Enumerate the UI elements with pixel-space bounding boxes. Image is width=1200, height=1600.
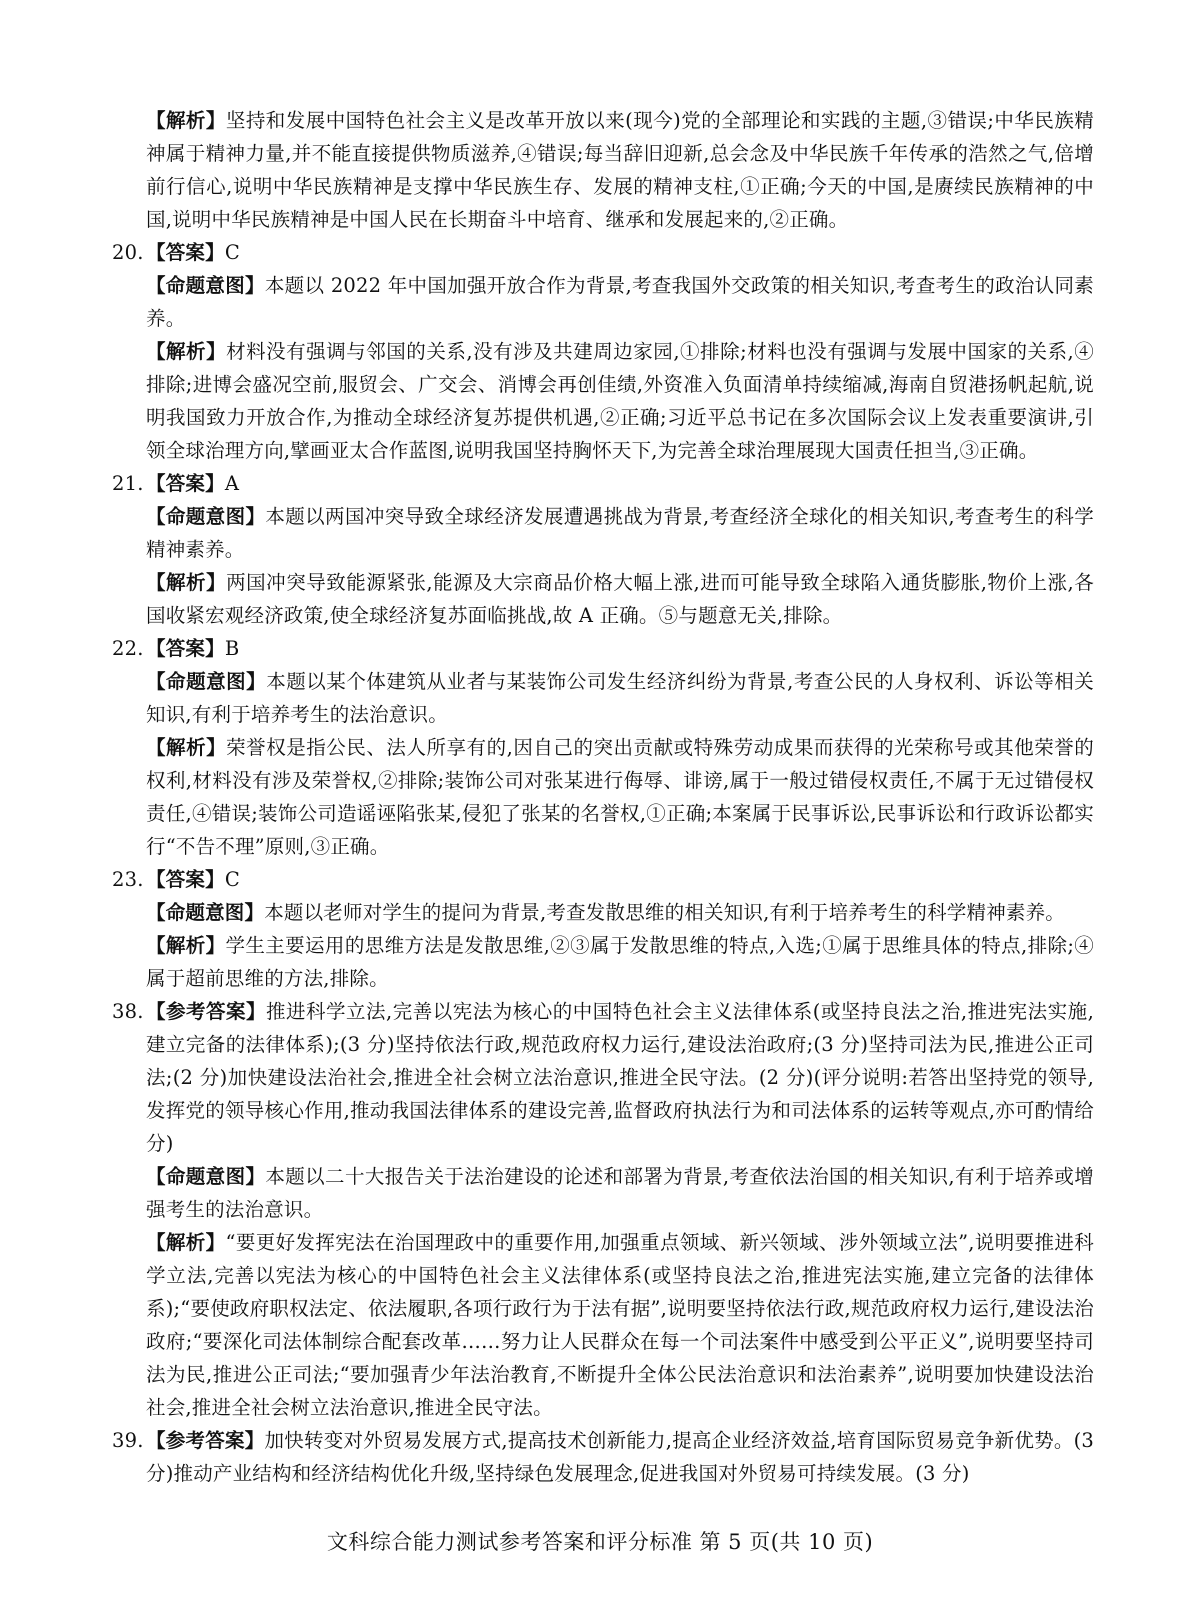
paragraph-text: 本题以某个体建筑从业者与某装饰公司发生经济纠纷为背景,考查公民的人身权利、诉讼等相关知识,有利于培养考生的法治意识。 [146, 670, 1094, 726]
answer-body [146, 863, 240, 896]
explanation-paragraph [112, 1160, 1094, 1226]
question-22-block [112, 632, 1094, 665]
section-tag: 【命题意图】 [146, 1165, 266, 1188]
answer-body [146, 995, 1094, 1160]
answer-body [146, 236, 240, 269]
explanation-paragraph [112, 566, 1094, 632]
question-number: 39. [112, 1429, 144, 1452]
section-tag: 【命题意图】 [146, 274, 265, 297]
paragraph-text: 材料没有强调与邻国的关系,没有涉及共建周边家园,①排除;材料也没有强调与发展中国家的关系,④排除;进博会盛况空前,服贸会、广交会、消博会再创佳绩,外资准入负面清单持续缩减,海南自贸港扬帆起航,说明我国致力开放合作,为推动全球经济复苏提供机遇,②正确;习近平总书记在多次国际会议上发表重要演讲,引领全球治理方向,擘画亚太合作蓝图,说明我国坚持胸怀天下,为完善全球治理展现大国责任担当,③正确。 [146, 340, 1094, 462]
section-tag: 【解析】 [146, 1231, 226, 1254]
answer-body [146, 1424, 1094, 1490]
answer-text: 推进科学立法,完善以宪法为核心的中国特色社会主义法律体系(或坚持良法之治,推进宪法实施,建立完备的法律体系);(3 分)坚持依法行政,规范政府权力运行,建设法治政府;(3 分)坚持司法为民,推进公正司法;(2 分)加快建设法治社会,推进全社会树立法治意识,推进全民守法。(2 分)(评分说明:若答出坚持党的领导,发挥党的领导核心作用,推动我国法律体系的建设完善,监督政府执法行为和司法体系的运转等观点,亦可酌情给分) [146, 1000, 1094, 1155]
explanation-paragraph [112, 929, 1094, 995]
explanation-paragraph [112, 104, 1094, 236]
section-tag: 【答案】 [146, 241, 225, 264]
section-tag: 【解析】 [146, 340, 227, 363]
question-number: 38. [112, 1000, 144, 1023]
section-tag: 【答案】 [146, 472, 225, 495]
section-tag: 【答案】 [146, 868, 225, 891]
question-38-block [112, 995, 1094, 1160]
answer-key-content [112, 104, 1094, 1490]
question-23-block [112, 863, 1094, 896]
section-tag: 【命题意图】 [146, 901, 265, 924]
section-tag: 【答案】 [146, 637, 225, 660]
question-39-block [112, 1424, 1094, 1490]
answer-text: C [224, 241, 240, 264]
paragraph-text: 本题以老师对学生的提问为背景,考查发散思维的相关知识,有利于培养考生的科学精神素养。 [264, 901, 1066, 924]
explanation-paragraph [112, 269, 1094, 335]
answer-body [146, 632, 239, 665]
paragraph-text: 荣誉权是指公民、法人所享有的,因自己的突出贡献或特殊劳动成果而获得的光荣称号或其他荣誉的权利,材料没有涉及荣誉权,②排除;装饰公司对张某进行侮辱、诽谤,属于一般过错侵权责任,不属于无过错侵权责任,④错误;装饰公司造谣诬陷张某,侵犯了张某的名誉权,①正确;本案属于民事诉讼,民事诉讼和行政诉讼都实行“不告不理”原则,③正确。 [146, 736, 1094, 858]
section-tag: 【参考答案】 [146, 1429, 265, 1452]
section-tag: 【解析】 [146, 736, 227, 759]
paragraph-text: 本题以二十大报告关于法治建设的论述和部署为背景,考查依法治国的相关知识,有利于培养或增强考生的法治意识。 [146, 1165, 1095, 1221]
answer-text: A [224, 472, 240, 495]
paragraph-text: 坚持和发展中国特色社会主义是改革开放以来(现今)党的全部理论和实践的主题,③错误;中华民族精神属于精神力量,并不能直接提供物质滋养,④错误;每当辞旧迎新,总会念及中华民族千年传承的浩然之气,倍增前行信心,说明中华民族精神是支撑中华民族生存、发展的精神支柱,①正确;今天的中国,是赓续民族精神的中国,说明中华民族精神是中国人民在长期奋斗中培育、继承和发展起来的,②正确。 [146, 109, 1094, 231]
explanation-paragraph [112, 335, 1094, 467]
answer-text: 加快转变对外贸易发展方式,提高技术创新能力,提高企业经济效益,培育国际贸易竞争新优势。(3 分)推动产业结构和经济结构优化升级,坚持绿色发展理念,促进我国对外贸易可持续发展。(3 分) [146, 1429, 1094, 1485]
answer-text: B [224, 637, 240, 660]
explanation-paragraph [112, 896, 1094, 929]
question-number: 21. [112, 472, 144, 495]
section-tag: 【命题意图】 [146, 505, 266, 528]
paragraph-text: 本题以两国冲突导致全球经济发展遭遇挑战为背景,考查经济全球化的相关知识,考查考生的科学精神素养。 [146, 505, 1095, 561]
paragraph-text: 学生主要运用的思维方法是发散思维,②③属于发散思维的特点,入选;①属于思维具体的特点,排除;④属于超前思维的方法,排除。 [146, 934, 1094, 990]
section-tag: 【解析】 [146, 934, 226, 957]
question-number: 22. [112, 637, 144, 660]
explanation-paragraph [112, 1226, 1094, 1424]
question-number: 20. [112, 241, 144, 264]
explanation-paragraph [112, 731, 1094, 863]
section-tag: 【解析】 [146, 571, 227, 594]
paragraph-text: “要更好发挥宪法在治国理政中的重要作用,加强重点领域、新兴领域、涉外领域立法”,说明要推进科学立法,完善以宪法为核心的中国特色社会主义法律体系(或坚持良法之治,推进宪法实施,建立完备的法律体系);“要使政府职权法定、依法履职,各项行政行为于法有据”,说明要坚持依法行政,规范政府权力运行,建设法治政府;“要深化司法体制综合配套改革……努力让人民群众在每一个司法案件中感受到公平正义”,说明要坚持司法为民,推进公正司法;“要加强青少年法治教育,不断提升全体公民法治意识和法治素养”,说明要加快建设法治社会,推进全社会树立法治意识,推进全民守法。 [146, 1231, 1094, 1419]
question-number: 23. [112, 868, 144, 891]
question-21-block [112, 467, 1094, 500]
explanation-paragraph [112, 500, 1094, 566]
page-footer: 文科综合能力测试参考答案和评分标准 第 5 页(共 10 页) [326, 1530, 874, 1554]
explanation-paragraph [112, 665, 1094, 731]
question-20-block [112, 236, 1094, 269]
answer-body [146, 467, 239, 500]
section-tag: 【解析】 [146, 109, 226, 132]
answer-text: C [224, 868, 240, 891]
paragraph-text: 本题以 2022 年中国加强开放合作为背景,考查我国外交政策的相关知识,考查考生的政治认同素养。 [146, 274, 1095, 330]
section-tag: 【命题意图】 [146, 670, 267, 693]
paragraph-text: 两国冲突导致能源紧张,能源及大宗商品价格大幅上涨,进而可能导致全球陷入通货膨胀,物价上涨,各国收紧宏观经济政策,使全球经济复苏面临挑战,故 A 正确。⑤与题意无关,排除。 [146, 571, 1094, 627]
section-tag: 【参考答案】 [146, 1000, 267, 1023]
